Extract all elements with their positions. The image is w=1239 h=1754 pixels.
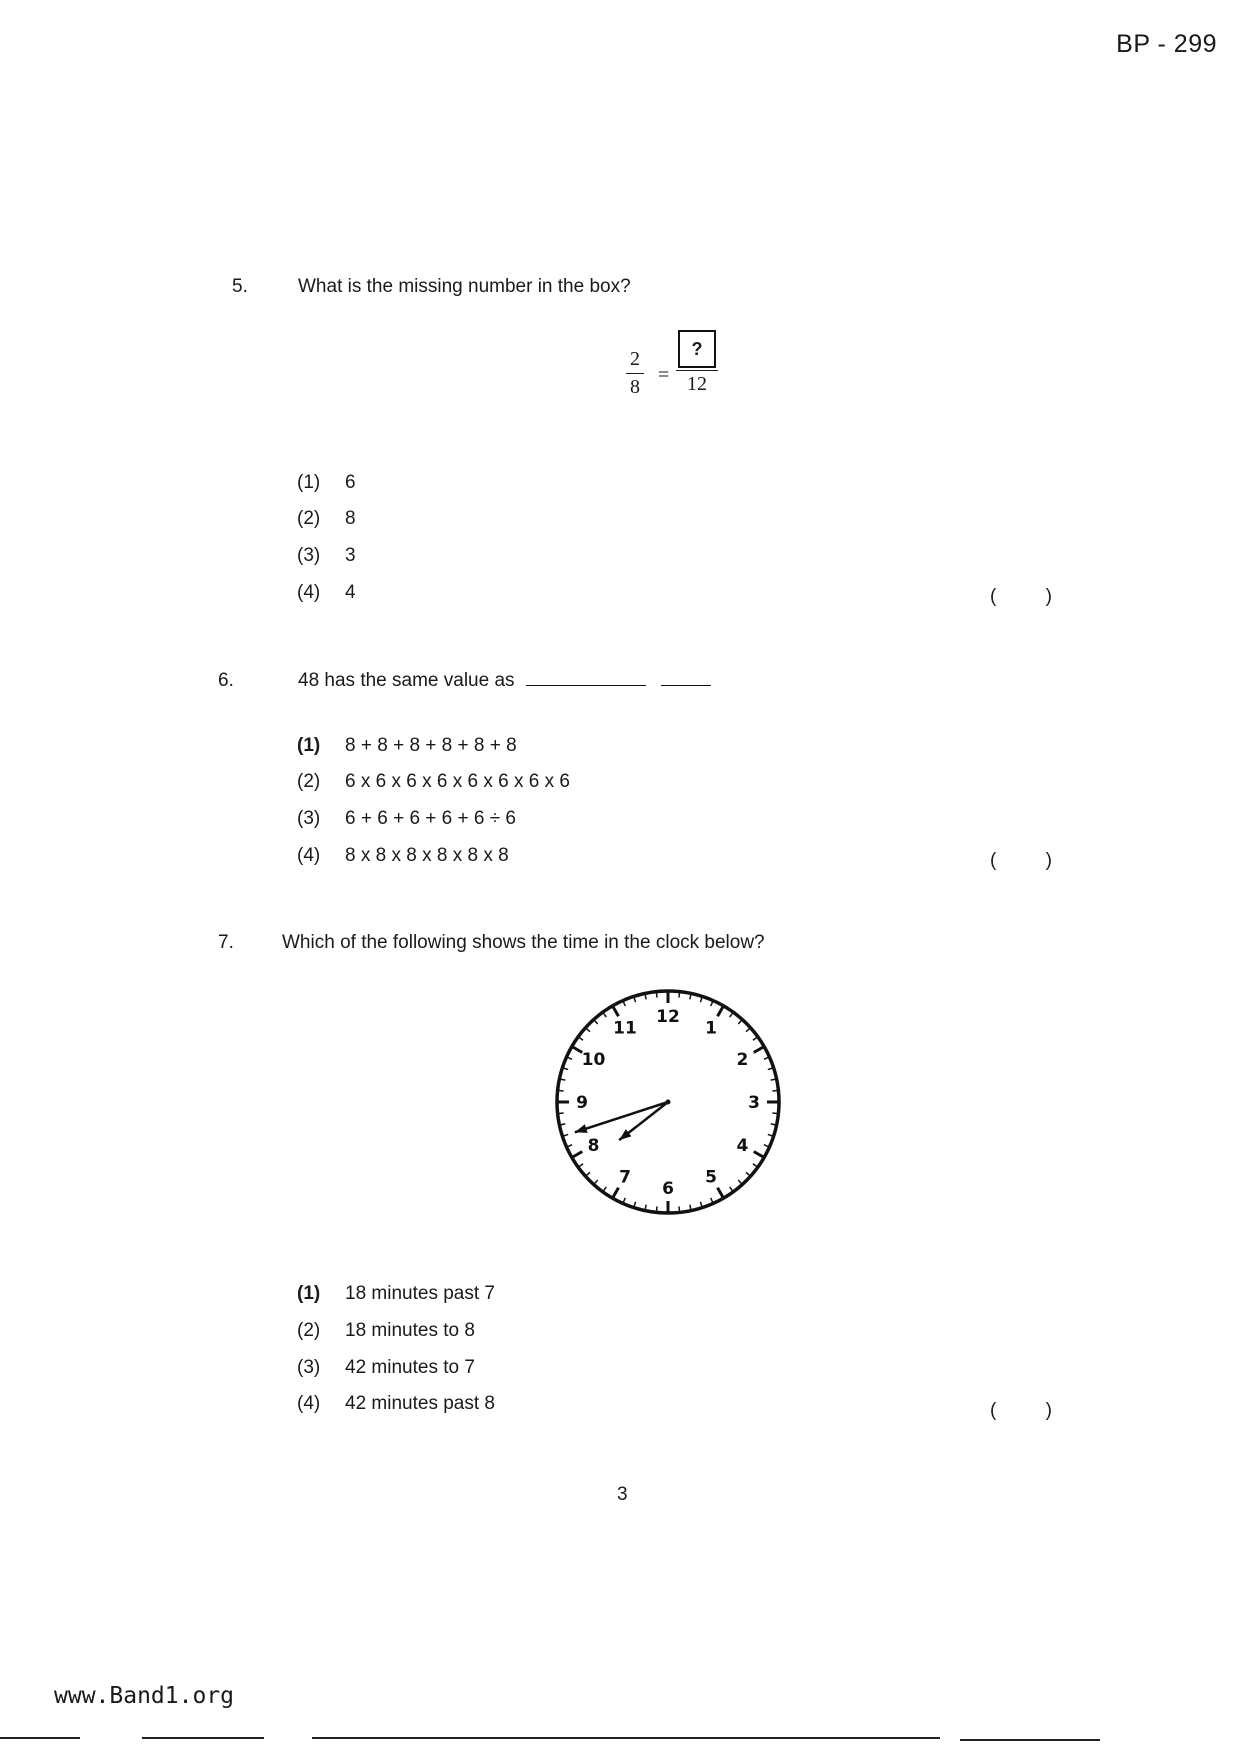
clock-tick xyxy=(718,1188,724,1198)
option-text: 6 + 6 + 6 + 6 + 6 ÷ 6 xyxy=(345,808,516,829)
option-text: 6 x 6 x 6 x 6 x 6 x 6 x 6 x 6 xyxy=(345,771,570,792)
footer-rule-3 xyxy=(312,1737,940,1739)
clock-tick xyxy=(657,1206,658,1211)
fraction-right-numerator xyxy=(676,330,718,371)
clock-tick xyxy=(754,1047,764,1053)
clock-tick xyxy=(559,1113,564,1114)
clock-numeral: 12 xyxy=(656,1007,680,1027)
option-text: 8 xyxy=(345,508,356,529)
option-label: (4) xyxy=(297,845,321,866)
page-number: 3 xyxy=(617,1484,628,1505)
clock-tick xyxy=(613,1007,619,1017)
clock-tick xyxy=(623,1198,625,1203)
clock-tick xyxy=(771,1079,776,1080)
q5-option-2[interactable] xyxy=(297,508,356,530)
clock-numeral: 7 xyxy=(619,1167,631,1188)
fraction-right-denominator: 12 xyxy=(687,373,707,395)
option-label: (2) xyxy=(297,771,321,792)
clock-tick xyxy=(690,994,691,999)
option-label: (1) xyxy=(297,1283,321,1304)
clock-tick xyxy=(764,1057,769,1059)
fraction-left-numerator: 2 xyxy=(626,348,644,374)
q7-option-4[interactable] xyxy=(297,1393,495,1415)
missing-number-box: ? xyxy=(678,330,716,368)
clock-tick xyxy=(711,1198,713,1203)
footer-rule-1 xyxy=(0,1737,80,1739)
clock-numeral: 10 xyxy=(581,1050,606,1070)
clock-tick xyxy=(579,1037,583,1040)
clock-tick xyxy=(568,1057,573,1059)
answer-blank-tail xyxy=(661,685,711,686)
minute-hand xyxy=(575,1102,668,1132)
clock-tick xyxy=(645,994,646,999)
q5-option-3[interactable] xyxy=(297,545,356,567)
option-text: 18 minutes past 7 xyxy=(345,1283,495,1304)
clock-tick xyxy=(645,1205,646,1210)
clock-tick xyxy=(700,997,702,1002)
clock-tick xyxy=(718,1007,724,1017)
option-label: (3) xyxy=(297,808,321,829)
clock-tick xyxy=(634,1202,636,1207)
minute-hand-tip xyxy=(575,1124,588,1133)
option-label: (2) xyxy=(297,508,321,529)
clock-tick xyxy=(738,1180,741,1184)
option-text: 8 x 8 x 8 x 8 x 8 x 8 xyxy=(345,845,509,866)
q7-answer-parens[interactable]: ( ) xyxy=(990,1400,1052,1421)
question-5-number: 5. xyxy=(232,276,248,297)
clock-numeral: 11 xyxy=(613,1018,637,1039)
q6-option-2[interactable] xyxy=(297,771,570,793)
clock-numeral: 2 xyxy=(736,1050,749,1070)
option-text: 3 xyxy=(345,545,356,566)
paper-code: BP - 299 xyxy=(1116,30,1217,58)
fraction-left-denominator: 8 xyxy=(630,376,640,398)
question-6-number: 6. xyxy=(218,670,234,691)
clock-tick xyxy=(753,1037,757,1040)
answer-blank xyxy=(526,685,646,686)
clock-tick xyxy=(772,1091,777,1092)
clock-numeral: 4 xyxy=(736,1136,749,1156)
footer-rule-2 xyxy=(142,1737,264,1739)
question-5-text: What is the missing number in the box? xyxy=(298,276,631,297)
option-label: (4) xyxy=(297,1393,321,1414)
question-7-number: 7. xyxy=(218,932,234,953)
clock-tick xyxy=(711,1002,713,1007)
clock-tick xyxy=(753,1164,757,1167)
clock-tick xyxy=(563,1134,568,1136)
clock-tick xyxy=(594,1020,597,1024)
option-label: (4) xyxy=(297,582,321,603)
clock-numeral: 5 xyxy=(705,1167,717,1188)
equals-sign: = xyxy=(658,364,670,386)
question-6-stem: 48 has the same value as xyxy=(298,670,515,691)
clock-numeral: 6 xyxy=(662,1179,674,1199)
q5-option-4[interactable] xyxy=(297,582,356,604)
clock-tick xyxy=(573,1152,583,1158)
clock-numeral: 8 xyxy=(587,1136,600,1156)
clock-tick xyxy=(586,1028,590,1031)
clock-tick xyxy=(613,1188,619,1198)
option-label: (2) xyxy=(297,1320,321,1341)
clock-tick xyxy=(679,1206,680,1211)
clock-tick xyxy=(559,1091,564,1092)
q7-option-1[interactable] xyxy=(297,1283,495,1305)
fraction-right xyxy=(676,330,718,396)
clock-numeral: 9 xyxy=(576,1093,588,1113)
fraction-left xyxy=(626,348,644,399)
q6-option-4[interactable] xyxy=(297,845,509,867)
question-6-text xyxy=(298,670,711,692)
option-text: 18 minutes to 8 xyxy=(345,1320,475,1341)
q5-option-1[interactable] xyxy=(297,472,356,494)
clock-numeral: 3 xyxy=(748,1093,760,1113)
clock-tick xyxy=(690,1205,691,1210)
clock-tick xyxy=(679,993,680,998)
clock-tick xyxy=(563,1068,568,1070)
q5-answer-parens[interactable]: ( ) xyxy=(990,586,1052,607)
clock-tick xyxy=(560,1079,565,1080)
footer-rule-4 xyxy=(960,1739,1100,1741)
clock-tick xyxy=(568,1145,573,1147)
option-label: (1) xyxy=(297,735,321,756)
clock-tick xyxy=(594,1180,597,1184)
q7-option-2[interactable] xyxy=(297,1320,475,1342)
clock-tick xyxy=(738,1020,741,1024)
option-text: 6 xyxy=(345,472,356,493)
clock-tick xyxy=(768,1134,773,1136)
clock-tick xyxy=(603,1013,606,1017)
question-7-text: Which of the following shows the time in the clock below? xyxy=(282,932,765,953)
option-text: 4 xyxy=(345,582,356,603)
option-label: (1) xyxy=(297,472,321,493)
q6-answer-parens[interactable]: ( ) xyxy=(990,850,1052,871)
clock-tick xyxy=(754,1152,764,1158)
option-text: 42 minutes to 7 xyxy=(345,1357,475,1378)
option-text: 42 minutes past 8 xyxy=(345,1393,495,1414)
q7-option-3[interactable] xyxy=(297,1357,475,1379)
footer-site-link[interactable]: www.Band1.org xyxy=(54,1683,235,1709)
clock-tick xyxy=(746,1028,750,1031)
clock-numeral: 1 xyxy=(705,1018,717,1039)
q6-option-1[interactable] xyxy=(297,735,517,757)
clock-center xyxy=(666,1100,671,1105)
option-label: (3) xyxy=(297,1357,321,1378)
clock-tick xyxy=(730,1187,733,1191)
clock-tick xyxy=(764,1145,769,1147)
clock-tick xyxy=(771,1124,776,1125)
clock-tick xyxy=(634,997,636,1002)
clock-tick xyxy=(560,1124,565,1125)
clock-tick xyxy=(700,1202,702,1207)
q6-option-3[interactable] xyxy=(297,808,516,830)
clock-tick xyxy=(603,1187,606,1191)
clock-tick xyxy=(746,1172,750,1175)
clock-tick xyxy=(730,1013,733,1017)
option-label: (3) xyxy=(297,545,321,566)
clock-tick xyxy=(657,993,658,998)
clock-tick xyxy=(579,1164,583,1167)
option-text: 8 + 8 + 8 + 8 + 8 + 8 xyxy=(345,735,517,756)
clock-tick xyxy=(772,1113,777,1114)
clock-tick xyxy=(586,1172,590,1175)
clock-tick xyxy=(768,1068,773,1070)
clock-tick xyxy=(623,1002,625,1007)
clock-face xyxy=(548,982,788,1222)
